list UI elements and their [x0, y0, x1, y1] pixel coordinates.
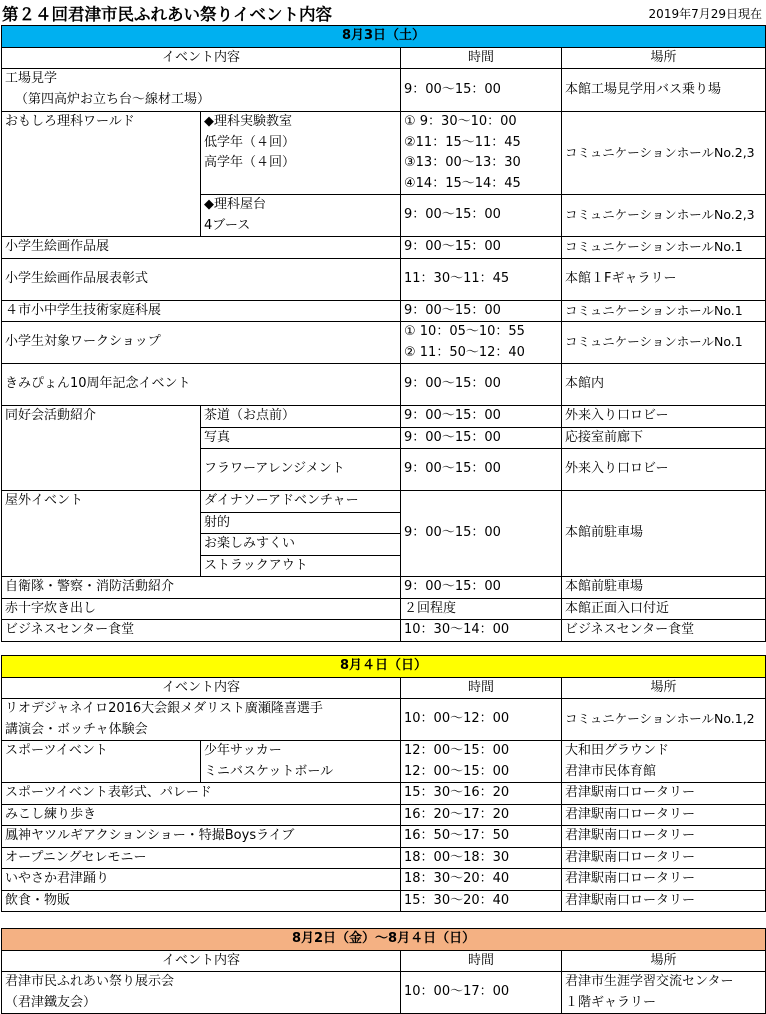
event-name: スポーツイベント表彰式、パレード [2, 783, 401, 805]
table-row [2, 826, 766, 848]
event-time: 9：00～15：00 [401, 195, 562, 237]
schedule-table-period [1, 928, 766, 1014]
event-sub: 射的 [201, 512, 401, 534]
event-place: 本館工場見学用バス乗り場 [562, 69, 766, 112]
event-place: 君津駅南口ロータリー [562, 826, 766, 848]
event-time: 12：00～15：00 [401, 762, 562, 783]
event-name: いやさか君津踊り [2, 869, 401, 891]
event-sub: 茶道（お点前） [201, 406, 401, 428]
event-name: みこし練り歩き [2, 804, 401, 826]
event-time: ① 10：05～10：55 ② 11：50～12：40 [401, 322, 562, 364]
event-time: 10：00～12：00 [401, 699, 562, 741]
event-name: 小学生絵画作品展 [2, 237, 401, 259]
event-time: 16：20～17：20 [401, 804, 562, 826]
event-place: 本館正面入口付近 [562, 598, 766, 620]
header-event: イベント内容 [2, 950, 401, 972]
event-sub: ◆理科屋台 4ブース [201, 195, 401, 237]
event-time: 15：30～16：20 [401, 783, 562, 805]
event-sub: ダイナソーアドベンチャー [201, 491, 401, 513]
event-place: 君津駅南口ロータリー [562, 869, 766, 891]
table-row [2, 300, 766, 322]
event-place: コミュニケーションホールNo.1,2 [562, 699, 766, 741]
table-row [2, 577, 766, 599]
event-place: 君津駅南口ロータリー [562, 804, 766, 826]
event-sub: フラワーアレンジメント [201, 449, 401, 491]
event-place: 君津駅南口ロータリー [562, 847, 766, 869]
header-place: 場所 [562, 950, 766, 972]
event-sub: ストラックアウト [201, 555, 401, 577]
event-place: コミュニケーションホールNo.1 [562, 237, 766, 259]
table-row [2, 804, 766, 826]
schedule-table-day1 [1, 25, 766, 642]
event-name: 小学生絵画作品展表彰式 [2, 258, 401, 300]
table-row [2, 69, 766, 112]
event-name: オープニングセレモニー [2, 847, 401, 869]
event-name: 鳳神ヤツルギアクションショー・特撮Boysライブ [2, 826, 401, 848]
event-place: 外来入り口ロビー [562, 406, 766, 428]
table-row [2, 406, 766, 428]
event-place: 君津市生涯学習交流センター １階ギャラリー [562, 972, 766, 1014]
event-time: 15：30～20：40 [401, 890, 562, 912]
table-row [2, 783, 766, 805]
event-time: 9：00～15：00 [401, 449, 562, 491]
event-time: 9：00～15：00 [401, 364, 562, 406]
event-time: 9：00～15：00 [401, 406, 562, 428]
table-row [2, 741, 766, 762]
event-name: 同好会活動紹介 [2, 406, 201, 491]
table-row [2, 322, 766, 364]
header-time: 時間 [401, 47, 562, 69]
event-sub: 写真 [201, 427, 401, 449]
header-event: イベント内容 [2, 677, 401, 699]
table-row [2, 598, 766, 620]
event-name: リオデジャネイロ2016大会銀メダリスト廣瀬隆喜選手 講演会・ボッチャ体験会 [2, 699, 401, 741]
event-time: 9：00～15：00 [401, 427, 562, 449]
event-time: 16：50～17：50 [401, 826, 562, 848]
event-time: 18：00～18：30 [401, 847, 562, 869]
event-name: 君津市民ふれあい祭り展示会 （君津鐵友会） [2, 972, 401, 1014]
header-place: 場所 [562, 47, 766, 69]
table-row [2, 620, 766, 642]
event-time: 9：00～15：00 [401, 69, 562, 112]
event-name: 自衛隊・警察・消防活動紹介 [2, 577, 401, 599]
event-time: 10：00～17：00 [401, 972, 562, 1014]
table-row [2, 258, 766, 300]
event-name: おもしろ理科ワールド [2, 112, 201, 237]
as-of-date: 2019年7月29日現在 [648, 7, 762, 21]
event-place: 君津市民体育館 [562, 762, 766, 783]
event-place: コミュニケーションホールNo.1 [562, 300, 766, 322]
day1-header: 8月3日（土） [2, 26, 766, 48]
header-place: 場所 [562, 677, 766, 699]
event-place: 本館内 [562, 364, 766, 406]
table-row [2, 890, 766, 912]
event-sub: 少年サッカー [201, 741, 401, 762]
header-time: 時間 [401, 677, 562, 699]
event-sub: ◆理科実験教室 低学年（４回） 高学年（４回） [201, 112, 401, 195]
event-time: 12：00～15：00 [401, 741, 562, 762]
table-row [2, 237, 766, 259]
event-place: 本館１Fギャラリー [562, 258, 766, 300]
event-place: コミュニケーションホールNo.2,3 [562, 195, 766, 237]
event-place: 本館前駐車場 [562, 491, 766, 577]
table-row [2, 491, 766, 513]
day2-header: 8月４日（日） [2, 656, 766, 678]
event-sub: お楽しみすくい [201, 534, 401, 556]
day3-header: 8月2日（金）～8月４日（日） [2, 929, 766, 951]
event-time: 9：00～15：00 [401, 491, 562, 577]
schedule-table-day2 [1, 655, 766, 912]
event-place: 外来入り口ロビー [562, 449, 766, 491]
event-name: ビジネスセンター食堂 [2, 620, 401, 642]
event-time: 11：30～11：45 [401, 258, 562, 300]
event-name: ４市小中学生技術家庭科展 [2, 300, 401, 322]
event-place: 本館前駐車場 [562, 577, 766, 599]
event-place: 君津駅南口ロータリー [562, 783, 766, 805]
event-time: 10：30～14：00 [401, 620, 562, 642]
event-name: 小学生対象ワークショップ [2, 322, 401, 364]
event-sub: ミニバスケットボール [201, 762, 401, 783]
header-time: 時間 [401, 950, 562, 972]
table-row [2, 869, 766, 891]
event-name: 飲食・物販 [2, 890, 401, 912]
event-name: きみぴょん10周年記念イベント [2, 364, 401, 406]
table-row [2, 699, 766, 741]
event-place: コミュニケーションホールNo.2,3 [562, 112, 766, 195]
event-time: 18：30～20：40 [401, 869, 562, 891]
event-name: スポーツイベント [2, 741, 201, 783]
page-title: 第２４回君津市民ふれあい祭りイベント内容 [2, 5, 332, 24]
event-time: ① 9：30～10：00 ②11：15～11：45 ③13：00～13：30 ④14：15～14：45 [401, 112, 562, 195]
table-row [2, 112, 766, 195]
event-place: コミュニケーションホールNo.1 [562, 322, 766, 364]
event-time: 9：00～15：00 [401, 577, 562, 599]
event-name: 屋外イベント [2, 491, 201, 577]
event-time: 9：00～15：00 [401, 300, 562, 322]
event-time: ２回程度 [401, 598, 562, 620]
table-row [2, 972, 766, 1014]
table-row [2, 847, 766, 869]
event-place: 君津駅南口ロータリー [562, 890, 766, 912]
event-place: ビジネスセンター食堂 [562, 620, 766, 642]
event-place: 大和田グラウンド [562, 741, 766, 762]
event-place: 応接室前廊下 [562, 427, 766, 449]
event-name: 工場見学 （第四高炉お立ち台～線材工場） [2, 69, 401, 112]
event-time: 9：00～15：00 [401, 237, 562, 259]
header-event: イベント内容 [2, 47, 401, 69]
table-row [2, 364, 766, 406]
event-name: 赤十字炊き出し [2, 598, 401, 620]
